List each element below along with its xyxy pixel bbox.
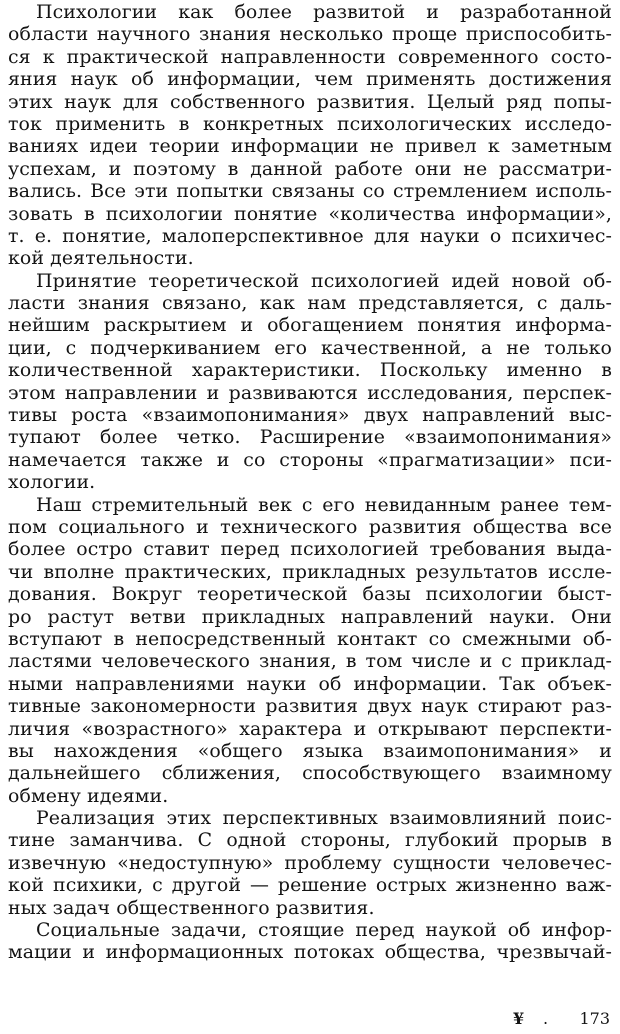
text-line: чи вполне практических, прикладных результатов иссле- xyxy=(8,560,612,583)
text-line: области научного знания несколько проще приспособить- xyxy=(8,23,612,46)
text-line: ток применить в конкретных психологических исследо- xyxy=(8,112,612,135)
text-line: личия «возрастного» характера и открывают перспекти- xyxy=(8,717,612,740)
text-line: обмену идеями. xyxy=(8,784,169,807)
text-line: намечается также и со стороны «прагматизации» пси- xyxy=(8,448,612,471)
text-line: нейшим раскрытием и обогащением понятия информа- xyxy=(8,314,612,337)
text-line: кой деятельности. xyxy=(8,247,194,270)
text-line: тивы роста «взаимопонимания» двух направлений выс- xyxy=(8,404,612,427)
text-line: дования. Вокруг теоретической базы психологии быст- xyxy=(8,583,612,606)
text-line: ции, с подчеркиванием его качественной, а не только xyxy=(8,336,612,359)
text-line: т. е. понятие, малоперспективное для науки о психичес- xyxy=(8,224,612,247)
text-line: количественной характеристики. Поскольку именно в xyxy=(8,359,612,382)
text-line: тупают более четко. Расширение «взаимопонимания» xyxy=(8,426,612,449)
text-line: вались. Все эти попытки связаны со стремлением исполь- xyxy=(8,180,612,203)
text-line: хологии. xyxy=(8,471,96,494)
text-line: вы нахождения «общего языка взаимопонимания» и xyxy=(8,739,612,762)
book-page xyxy=(8,0,612,1034)
printer-mark: ¥ xyxy=(513,1009,525,1028)
text-line: Принятие теоретической психологией идей новой об- xyxy=(36,269,612,292)
text-line: вступают в непосредственный контакт со смежными об- xyxy=(8,627,612,650)
text-line: Социальные задачи, стоящие перед наукой об инфор- xyxy=(36,919,612,942)
page-number: 173 xyxy=(579,1009,610,1028)
text-line: ными направлениями науки об информации. Так объек- xyxy=(8,672,612,695)
footer-dot: . xyxy=(543,1009,549,1028)
text-line: ро растут ветви прикладных направлений науки. Они xyxy=(8,605,612,628)
text-line: ластями человеческого знания, в том числе и с приклад- xyxy=(8,650,612,673)
text-line: ваниях идеи теории информации не привел к заметным xyxy=(8,135,612,158)
text-line: ных задач общественного развития. xyxy=(8,896,375,919)
text-line: более остро ставит перед психологией требования выда- xyxy=(8,538,612,561)
text-line: тине заманчива. С одной стороны, глубокий прорыв в xyxy=(8,829,612,852)
page-footer xyxy=(8,1008,612,1030)
text-line: успехам, и поэтому в данной работе они не рассматри- xyxy=(8,157,612,180)
text-line: этом направлении и развиваются исследования, перспек- xyxy=(8,381,612,404)
text-line: Реализация этих перспективных взаимовлияний поис- xyxy=(36,807,612,830)
text-line: зовать в психологии понятие «количества информации», xyxy=(8,202,612,225)
text-line: ласти знания связано, как нам представляется, с даль- xyxy=(8,292,612,315)
text-line: тивные закономерности развития двух наук стирают раз- xyxy=(8,695,612,718)
text-line: Наш стремительный век с его невиданным ранее тем- xyxy=(36,493,612,516)
body-text xyxy=(8,1,612,964)
text-line: кой психики, с другой — решение острых жизненно важ- xyxy=(8,874,612,897)
text-line: дальнейшего сближения, способствующего взаимному xyxy=(8,762,612,785)
text-line: мации и информационных потоках общества, чрезвычай- xyxy=(8,941,612,964)
text-line: ся к практической направленности современного состо- xyxy=(8,45,612,68)
text-line: яния наук об информации, чем применять достижения xyxy=(8,68,612,91)
text-line: пом социального и технического развития общества все xyxy=(8,515,612,538)
text-line: Психологии как более развитой и разработанной xyxy=(36,1,612,23)
text-line: этих наук для собственного развития. Целый ряд попы- xyxy=(8,90,612,113)
text-line: извечную «недоступную» проблему сущности человечес- xyxy=(8,851,612,874)
